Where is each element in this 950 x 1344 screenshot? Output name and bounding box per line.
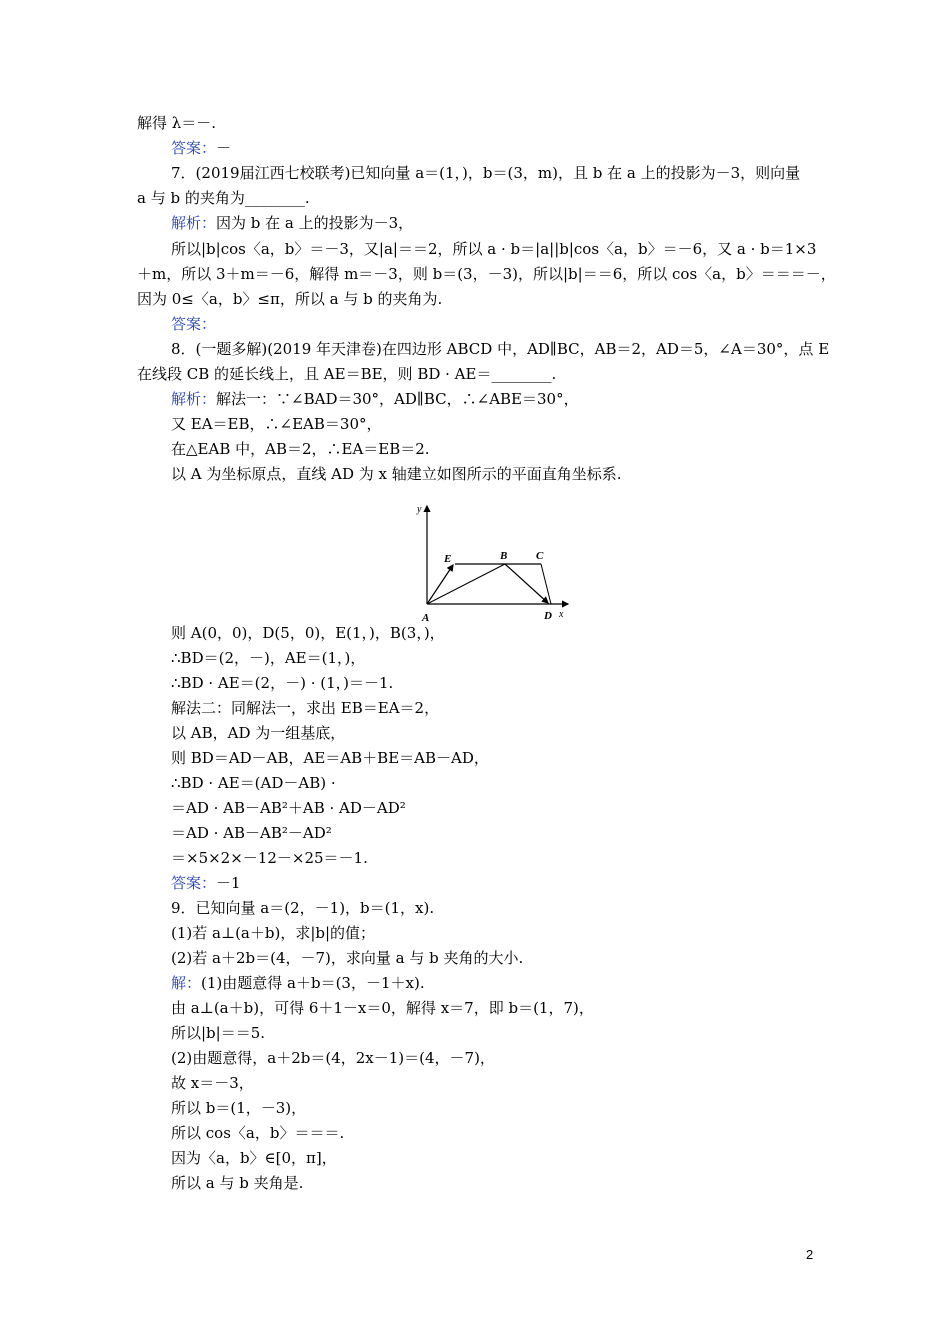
text-line: (2)由题意得，a＋2b＝(4，2x－1)＝(4，－7)， xyxy=(171,1049,495,1067)
text-line: 解法二：同解法一，求出 EB＝EA＝2， xyxy=(171,699,440,717)
answer-value: － xyxy=(216,139,232,157)
text-line: (2)若 a＋2b＝(4，－7)，求向量 a 与 b 夹角的大小. xyxy=(171,949,524,967)
text-line: 所以 cos〈a，b〉＝＝＝. xyxy=(171,1124,345,1142)
solution-label: 解： xyxy=(171,974,202,992)
text-line: 以 A 为坐标原点，直线 AD 为 x 轴建立如图所示的平面直角坐标系. xyxy=(171,465,622,483)
label-y: y xyxy=(417,504,422,515)
text-line: 所以 b＝(1，－3)， xyxy=(171,1099,307,1117)
text-line: 则 A(0，0)，D(5，0)，E(1，)，B(3，)， xyxy=(171,624,445,642)
text-line xyxy=(171,389,579,409)
text-line xyxy=(171,873,241,893)
text-line: (1)若 a⊥(a＋b)，求|b|的值； xyxy=(171,924,376,942)
text-line: 由 a⊥(a＋b)，可得 6＋1－x＝0，解得 x＝7，即 b＝(1，7)， xyxy=(171,999,594,1017)
text-line: ∴BD＝(2，－)，AE＝(1，)， xyxy=(171,649,366,667)
label-c: C xyxy=(536,550,544,562)
coordinate-diagram xyxy=(408,500,576,628)
page-number: 2 xyxy=(806,1247,814,1262)
text-line: 又 EA＝EB，∴∠EAB＝30°， xyxy=(171,415,382,433)
answer-value: －1 xyxy=(216,874,241,892)
text-line: ＝AD · AB－AB²－AD² xyxy=(171,824,332,842)
label-d: D xyxy=(544,610,552,622)
text-line: 以 AB，AD 为一组基底， xyxy=(171,724,346,742)
text-line: 因为 0≤〈a，b〉≤π，所以 a 与 b 的夹角为. xyxy=(137,290,443,308)
solution-label: 解析： xyxy=(171,214,217,232)
text-line: 因为〈a，b〉∈[0，π]， xyxy=(171,1149,337,1167)
text-line: ＝AD · AB－AB²＋AB · AD－AD² xyxy=(171,799,406,817)
text-line: 在△EAB 中，AB＝2，∴EA＝EB＝2. xyxy=(171,440,430,458)
segment-ab xyxy=(427,564,505,604)
answer-label: 答案： xyxy=(171,315,217,333)
label-e: E xyxy=(444,553,452,565)
text-line: 解得 λ＝－. xyxy=(137,114,217,132)
vector-ae xyxy=(427,565,453,604)
text-line: 故 x＝－3， xyxy=(171,1074,254,1092)
answer-label: 答案： xyxy=(171,139,217,157)
solution-label: 解析： xyxy=(171,390,217,408)
text-line: ∴BD · AE＝(AD－AB) · xyxy=(171,774,336,792)
text-line: 则 BD＝AD－AB，AE＝AB＋BE＝AB－AD， xyxy=(171,749,489,767)
text-line: 所以 a 与 b 夹角是. xyxy=(171,1174,304,1192)
text-line: 在线段 CB 的延长线上，且 AE＝BE，则 BD · AE＝________. xyxy=(137,365,557,383)
text-line xyxy=(171,138,231,158)
text-line: 所以|b|cos〈a，b〉＝－3，又|a|＝＝2，所以 a · b＝|a||b|cos〈a，b〉＝－6，又 a · b＝1×3 xyxy=(171,240,817,258)
vector-bd xyxy=(505,564,548,603)
solution-text: 因为 b 在 a 上的投影为－3， xyxy=(216,214,414,232)
solution-text: (1)由题意得 a＋b＝(3，－1＋x). xyxy=(201,974,425,992)
text-line: 7．(2019届江西七校联考)已知向量 a＝(1，)，b＝(3，m)，且 b 在 a 上的投影为－3，则向量 xyxy=(171,164,801,182)
text-line xyxy=(171,314,216,334)
label-x: x xyxy=(559,609,564,620)
text-line: 所以|b|＝＝5. xyxy=(171,1024,266,1042)
text-line xyxy=(171,973,425,993)
label-a: A xyxy=(422,612,430,624)
text-line: 9．已知向量 a＝(2，－1)，b＝(1，x). xyxy=(171,899,435,917)
solution-text: 解法一：∵∠BAD＝30°，AD∥BC，∴∠ABE＝30°， xyxy=(216,390,579,408)
answer-label: 答案： xyxy=(171,874,217,892)
text-line: ＋m，所以 3＋m＝－6，解得 m＝－3，则 b＝(3，－3)，所以|b|＝＝6，所以 cos〈a，b〉＝＝＝－， xyxy=(137,265,836,283)
text-line: 8．(一题多解)(2019 年天津卷)在四边形 ABCD 中，AD∥BC，AB＝2，AD＝5，∠A＝30°，点 E xyxy=(171,340,830,358)
label-b: B xyxy=(500,550,508,562)
text-line: ＝×5×2×－12－×25＝－1. xyxy=(171,849,368,867)
text-line: a 与 b 的夹角为________. xyxy=(137,189,310,207)
text-line xyxy=(171,213,413,233)
text-line: ∴BD · AE＝(2，－) · (1，)＝－1. xyxy=(171,674,394,692)
